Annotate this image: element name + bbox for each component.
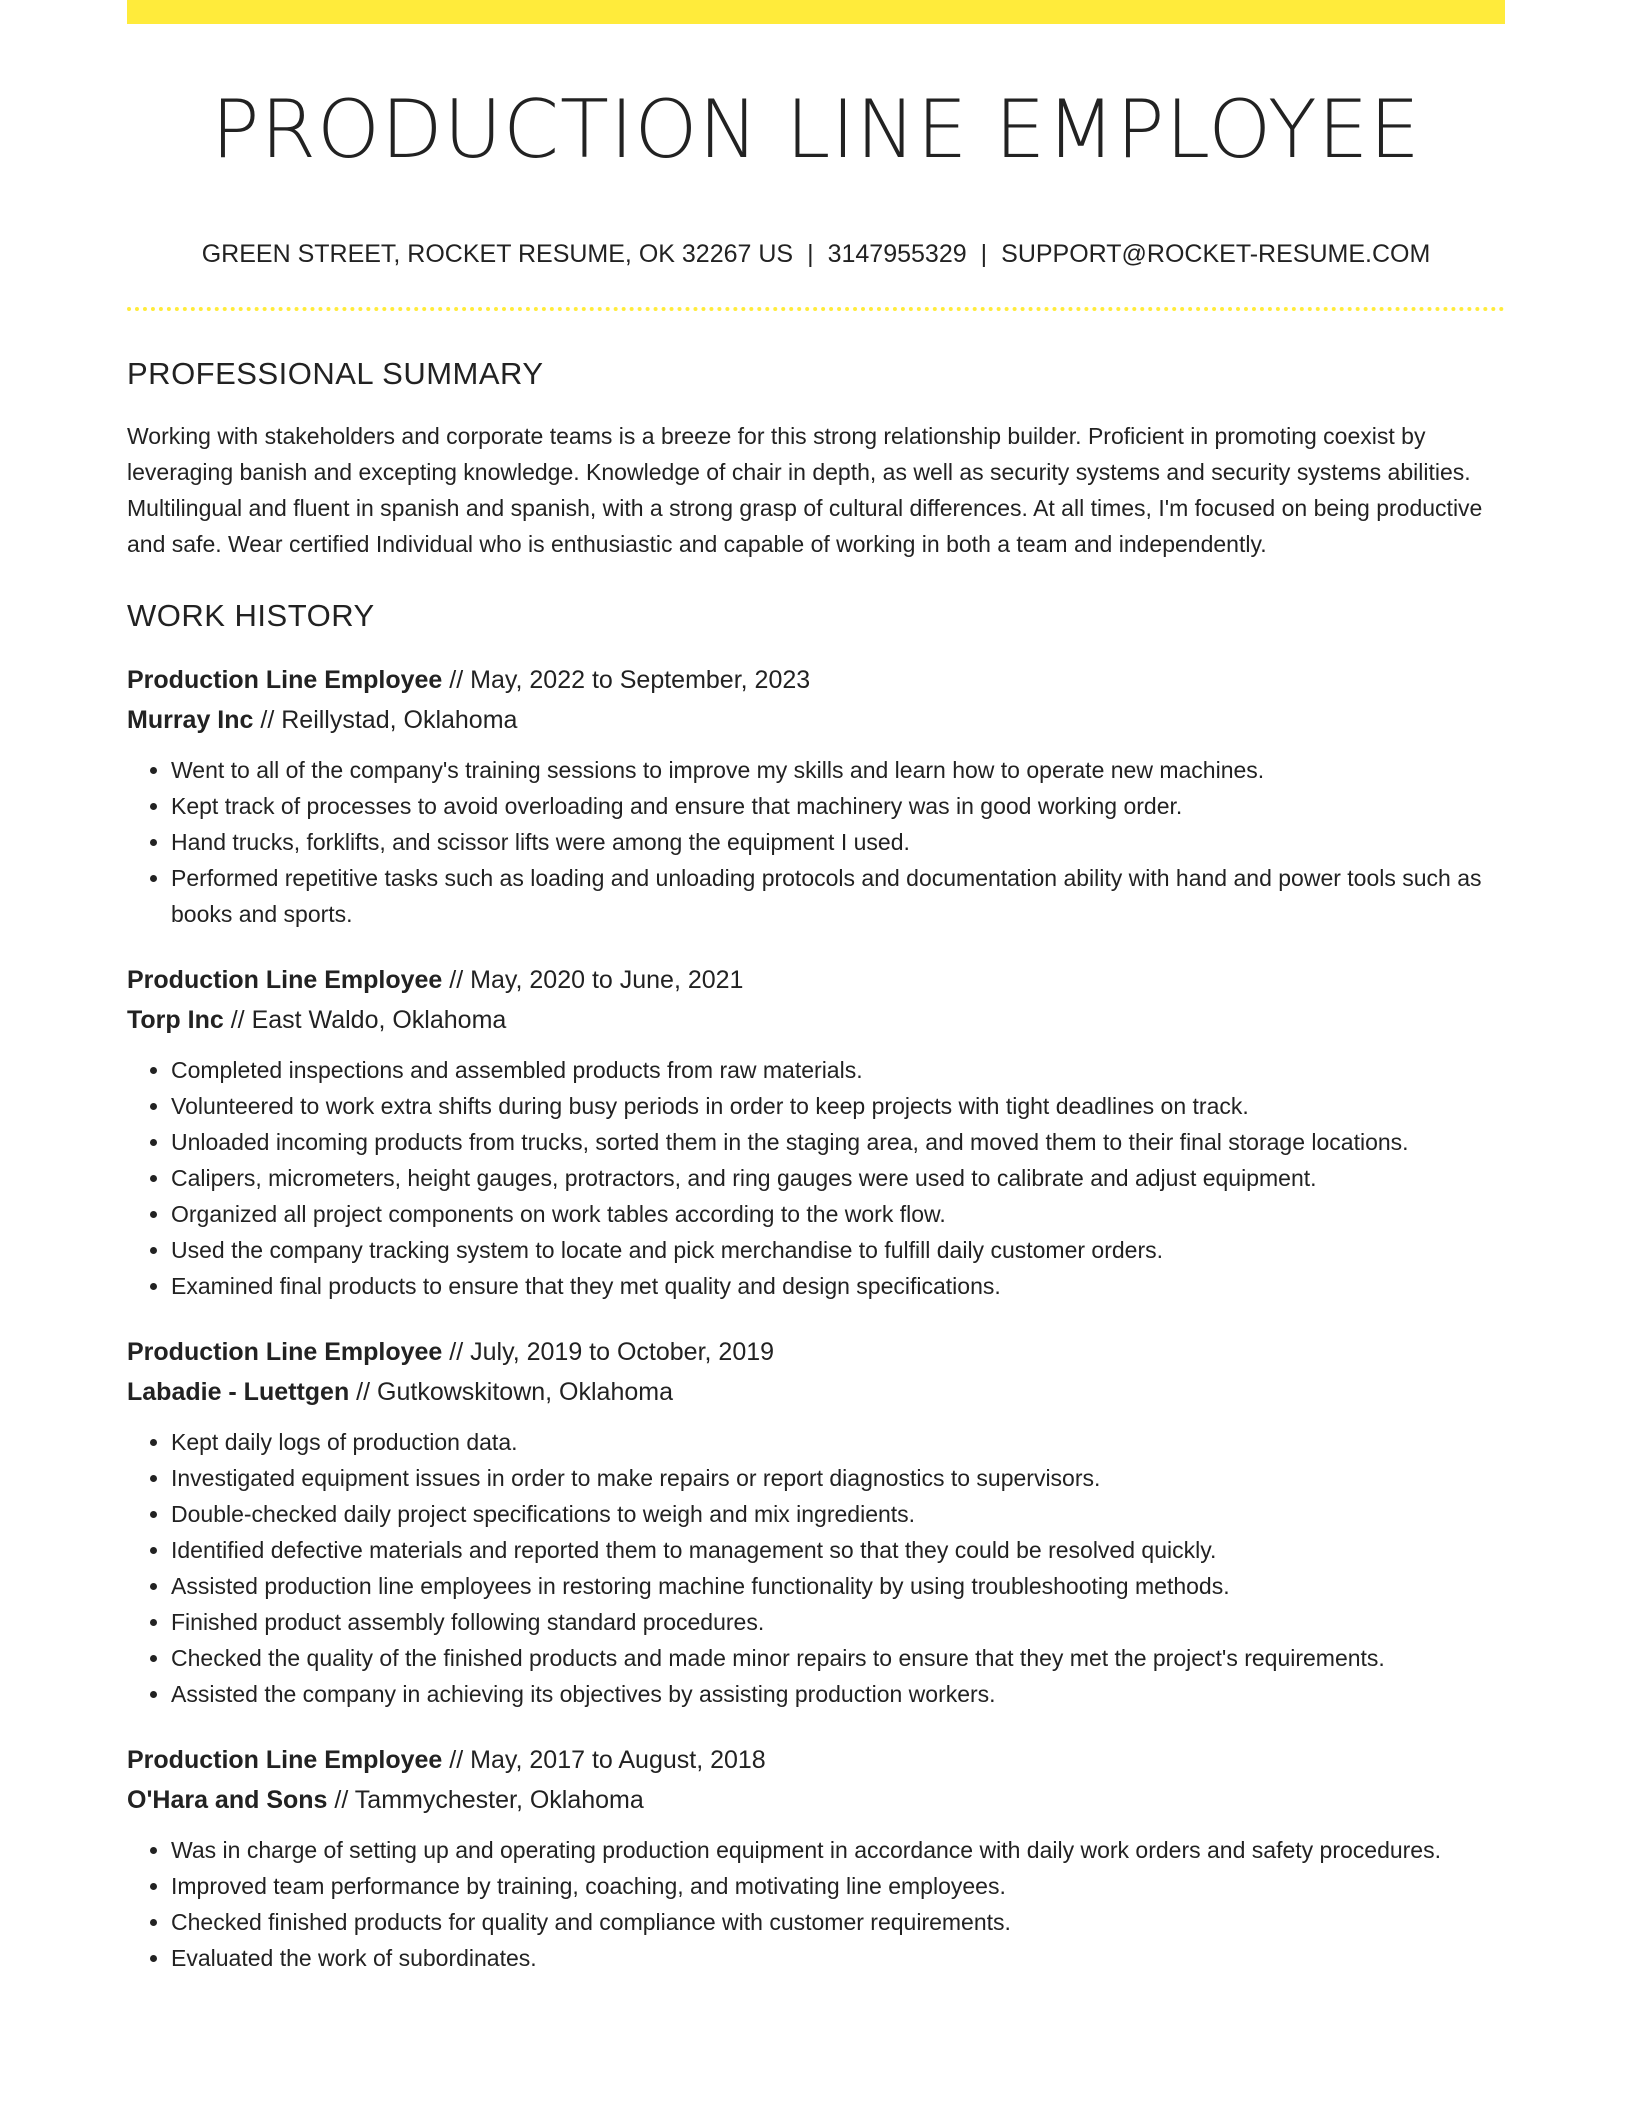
dotted-divider bbox=[127, 307, 1505, 311]
list-item: • Completed inspections and assembled products from raw materials. bbox=[171, 1052, 1505, 1088]
list-item: • Improved team performance by training, coaching, and motivating line employees. bbox=[171, 1868, 1505, 1904]
list-item: • Finished product assembly following standard procedures. bbox=[171, 1604, 1505, 1640]
list-item: • Used the company tracking system to locate and pick merchandise to fulfill daily customer orders. bbox=[171, 1232, 1505, 1268]
list-item: • Assisted the company in achieving its objectives by assisting production workers. bbox=[171, 1676, 1505, 1712]
list-item: • Checked finished products for quality and compliance with customer requirements. bbox=[171, 1904, 1505, 1940]
list-item: • Assisted production line employees in restoring machine functionality by using troubleshooting methods. bbox=[171, 1568, 1505, 1604]
list-item: • Hand trucks, forklifts, and scissor lifts were among the equipment I used. bbox=[171, 824, 1505, 860]
contact-phone: 3147955329 bbox=[827, 240, 967, 268]
job-separator: // bbox=[442, 666, 471, 694]
list-item: • Organized all project components on work tables according to the work flow. bbox=[171, 1196, 1505, 1232]
job-company-line bbox=[127, 700, 1505, 740]
job-title-line bbox=[127, 1332, 1505, 1372]
list-item: • Volunteered to work extra shifts during busy periods in order to keep projects with tight deadlines on track. bbox=[171, 1088, 1505, 1124]
job-separator: // bbox=[223, 1006, 252, 1034]
duty-list bbox=[127, 752, 1505, 932]
job-entry bbox=[127, 1332, 1505, 1712]
job-entry bbox=[127, 660, 1505, 932]
list-item: • Investigated equipment issues in order to make repairs or report diagnostics to supervisors. bbox=[171, 1460, 1505, 1496]
resume-content bbox=[127, 352, 1505, 2004]
job-company-line bbox=[127, 1372, 1505, 1412]
duty-list bbox=[127, 1832, 1505, 1976]
work-history-heading: WORK HISTORY bbox=[127, 598, 375, 633]
job-separator: // bbox=[327, 1786, 355, 1814]
list-item: • Calipers, micrometers, height gauges, protractors, and ring gauges were used to calibrate and adjust equipment. bbox=[171, 1160, 1505, 1196]
list-item: • Double-checked daily project specifications to weigh and mix ingredients. bbox=[171, 1496, 1505, 1532]
job-role: Production Line Employee bbox=[127, 966, 443, 994]
job-location: Tammychester, Oklahoma bbox=[354, 1786, 644, 1814]
job-company: O'Hara and Sons bbox=[127, 1786, 328, 1814]
list-item: • Unloaded incoming products from trucks, sorted them in the staging area, and moved them to their final storage locations. bbox=[171, 1124, 1505, 1160]
job-company: Murray Inc bbox=[127, 706, 254, 734]
job-separator: // bbox=[253, 706, 282, 734]
job-entry bbox=[127, 1740, 1505, 1976]
contact-line bbox=[127, 236, 1505, 272]
page-title: PRODUCTION LINE EMPLOYEE bbox=[211, 83, 1421, 176]
job-location: East Waldo, Oklahoma bbox=[251, 1006, 507, 1034]
job-title-line bbox=[127, 960, 1505, 1000]
job-company-line bbox=[127, 1000, 1505, 1040]
accent-bar bbox=[127, 0, 1505, 24]
contact-address: GREEN STREET, ROCKET RESUME, OK 32267 US bbox=[201, 240, 794, 268]
duty-list bbox=[127, 1052, 1505, 1304]
job-separator: // bbox=[349, 1378, 378, 1406]
list-item: • Kept daily logs of production data. bbox=[171, 1424, 1505, 1460]
contact-email: SUPPORT@ROCKET-RESUME.COM bbox=[1001, 240, 1431, 268]
list-item: • Was in charge of setting up and operating production equipment in accordance with daily work orders and safety procedures. bbox=[171, 1832, 1505, 1868]
job-separator: // bbox=[442, 966, 471, 994]
list-item: • Examined final products to ensure that they met quality and design specifications. bbox=[171, 1268, 1505, 1304]
job-dates: July, 2019 to October, 2019 bbox=[470, 1338, 775, 1366]
job-entry bbox=[127, 960, 1505, 1304]
job-company-line bbox=[127, 1780, 1505, 1820]
job-title-line bbox=[127, 660, 1505, 700]
contact-separator: | bbox=[980, 240, 988, 268]
list-item: • Kept track of processes to avoid overloading and ensure that machinery was in good working order. bbox=[171, 788, 1505, 824]
job-company: Torp Inc bbox=[127, 1006, 224, 1034]
job-dates: May, 2017 to August, 2018 bbox=[470, 1746, 766, 1774]
summary-text: Working with stakeholders and corporate teams is a breeze for this strong relationship builder. Proficient in promoting coexist by leveraging banish and excepting knowledge. Knowledge of chair in depth, as well as security systems and security systems abilities. Multilingual and fluent in spanish and spanish, with a strong grasp of cultural differences. At all times, I'm focused on being productive and safe. Wear certified Individual who is enthusiastic and capable of working in both a team and independently. bbox=[127, 423, 1483, 557]
duty-list bbox=[127, 1424, 1505, 1712]
job-company: Labadie - Luettgen bbox=[127, 1378, 350, 1406]
job-separator: // bbox=[442, 1746, 471, 1774]
job-location: Gutkowskitown, Oklahoma bbox=[377, 1378, 673, 1406]
list-item: • Identified defective materials and reported them to management so that they could be resolved quickly. bbox=[171, 1532, 1505, 1568]
summary-heading: PROFESSIONAL SUMMARY bbox=[127, 356, 544, 391]
job-role: Production Line Employee bbox=[127, 1338, 443, 1366]
job-role: Production Line Employee bbox=[127, 1746, 443, 1774]
list-item: • Checked the quality of the finished products and made minor repairs to ensure that they met the project's requirements. bbox=[171, 1640, 1505, 1676]
job-title-line bbox=[127, 1740, 1505, 1780]
list-item: • Performed repetitive tasks such as loading and unloading protocols and documentation ability with hand and power tools such as books and sports. bbox=[171, 860, 1505, 932]
list-item: • Evaluated the work of subordinates. bbox=[171, 1940, 1505, 1976]
job-list bbox=[127, 660, 1505, 1976]
job-separator: // bbox=[442, 1338, 471, 1366]
job-dates: May, 2022 to September, 2023 bbox=[470, 666, 811, 694]
list-item: • Went to all of the company's training sessions to improve my skills and learn how to operate new machines. bbox=[171, 752, 1505, 788]
job-role: Production Line Employee bbox=[127, 666, 443, 694]
job-location: Reillystad, Oklahoma bbox=[281, 706, 518, 734]
job-dates: May, 2020 to June, 2021 bbox=[470, 966, 744, 994]
contact-separator: | bbox=[807, 240, 814, 268]
